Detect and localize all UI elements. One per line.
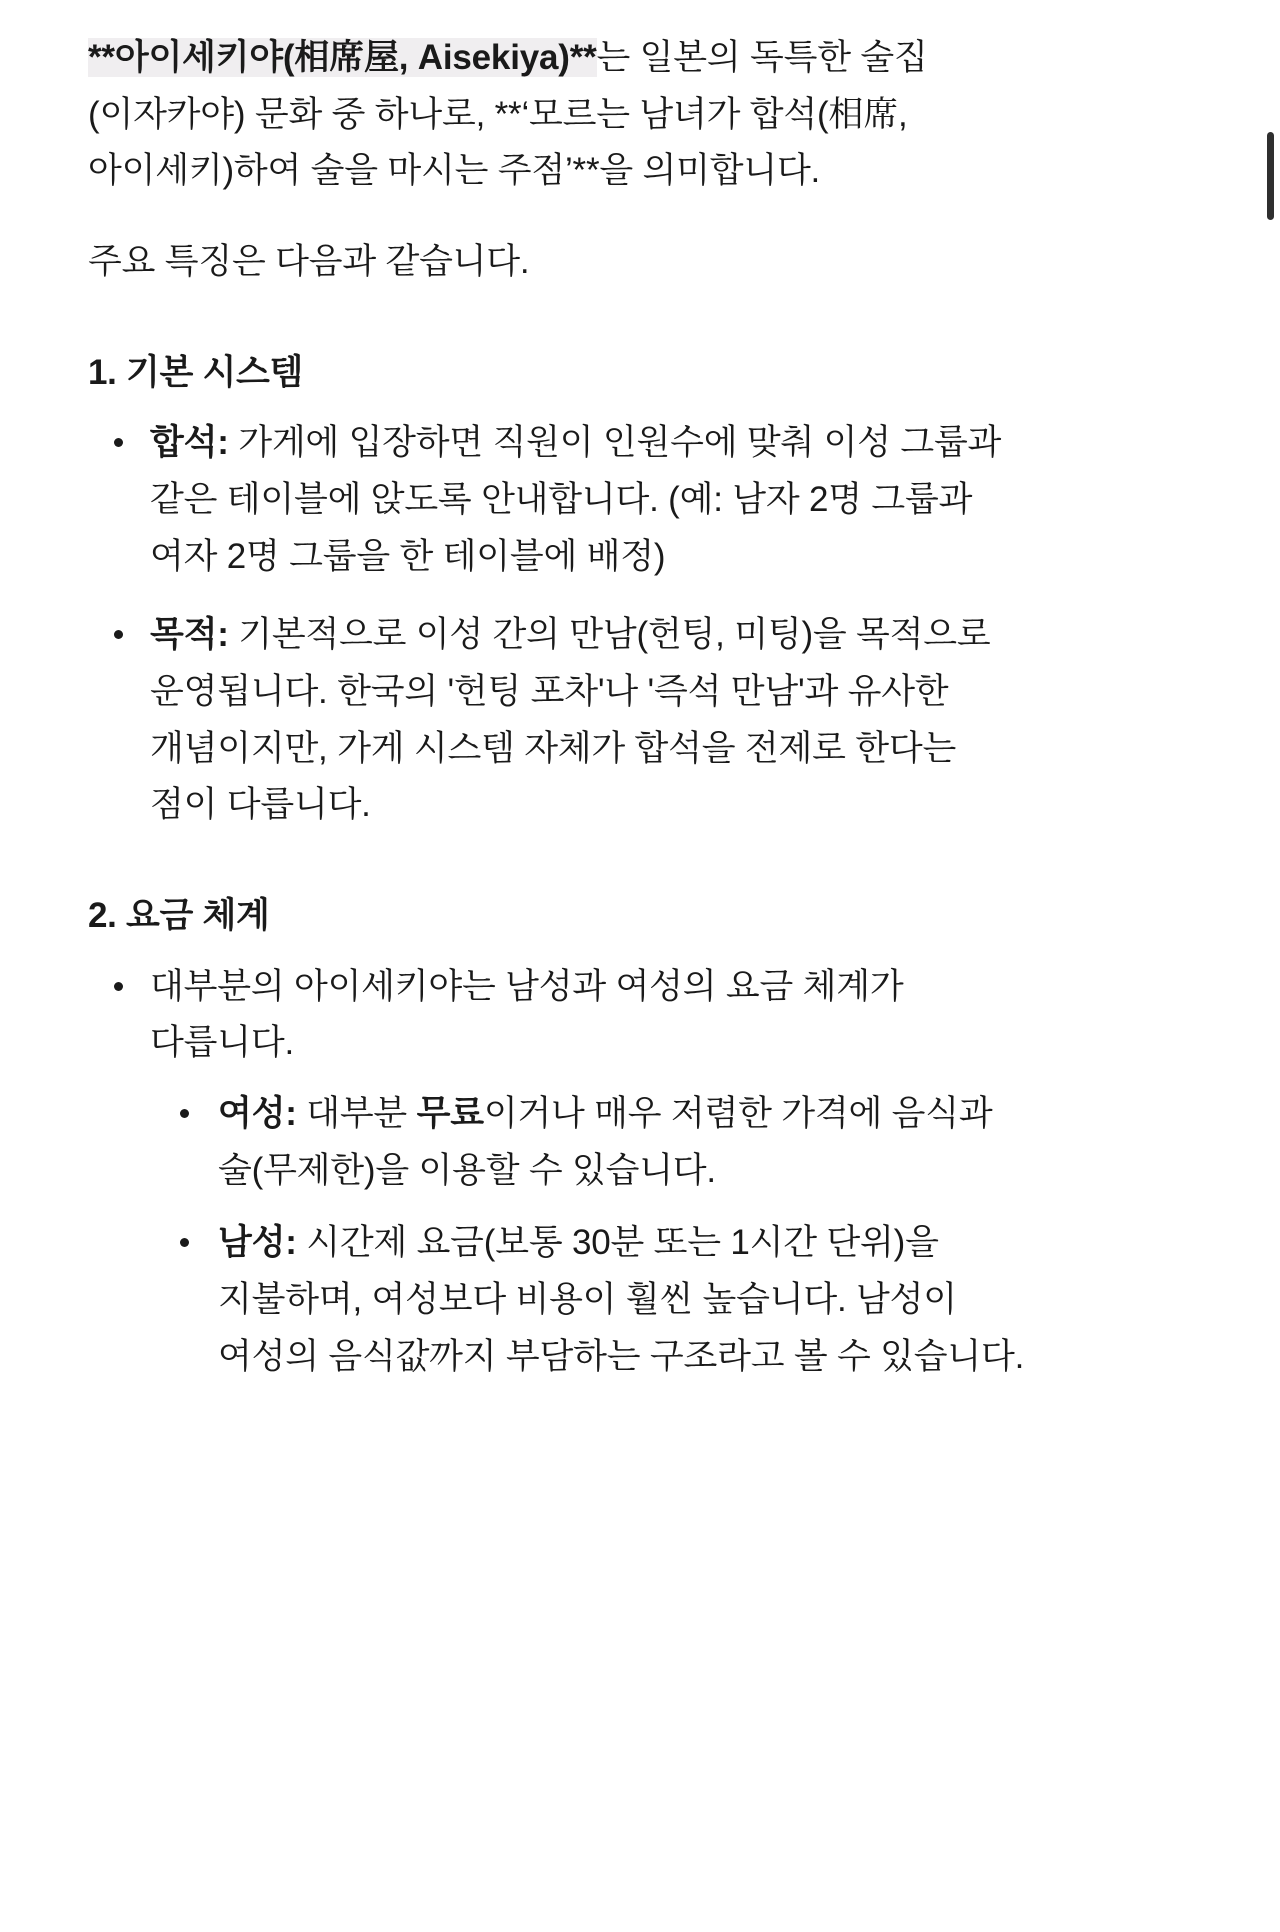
intro-paragraph — [88, 30, 1030, 200]
sub-item-text-after: 이거나 매우 저렴한 가격에 음식과 술(무제한)을 이용할 수 있습니다. — [218, 1093, 993, 1190]
sub-item-label: 여성: — [218, 1093, 297, 1133]
list-item-label: 목적: — [150, 615, 229, 655]
list-item-label: 합석: — [150, 423, 229, 463]
section-heading-1: 1. 기본 시스템 — [88, 352, 303, 392]
lead-paragraph: 주요 특징은 다음과 같습니다. — [88, 242, 530, 282]
sub-item-text-before: 대부분 — [296, 1093, 417, 1133]
list-item — [150, 1215, 1030, 1385]
section-2-sublist — [150, 1086, 1030, 1385]
intro-line2: 술집(이자카야) 문화 중 하나로, **‘모르는 남녀가 합석(相席, — [88, 38, 928, 134]
list-item — [150, 1086, 1030, 1199]
list-item — [88, 415, 1030, 585]
sub-item-label: 남성: — [218, 1223, 297, 1263]
section-1-list — [88, 415, 1030, 834]
intro-line1-rest: 는 일본의 독특한 — [596, 38, 851, 77]
list-item-text: 대부분의 아이세키야는 남성과 여성의 요금 체계가 다릅니다. — [150, 966, 904, 1063]
intro-line3: 아이세키)하여 술을 마시는 주점’**을 의미합니다. — [88, 151, 821, 191]
sub-item-emphasis: 무료 — [416, 1093, 484, 1133]
list-item-text: 가게에 입장하면 직원이 인원수에 맞춰 이성 그룹과 같은 테이블에 앉도록 안내합니다. (예: 남자 2명 그룹과 여자 2명 그룹을 한 테이블에 배정) — [150, 423, 1002, 576]
list-item — [88, 607, 1030, 834]
section-2-list — [88, 959, 1030, 1386]
section-heading-2: 2. 요금 체계 — [88, 896, 270, 936]
vertical-scrollbar-thumb[interactable] — [1267, 132, 1274, 220]
vertical-scrollbar-track[interactable] — [1258, 0, 1280, 1932]
list-item-text: 기본적으로 이성 간의 만남(헌팅, 미팅)을 목적으로 운영됩니다. 한국의 '헌팅 포차'나 '즉석 만남'과 유사한 개념이지만, 가게 시스템 자체가 합석을 전제로 한다는 점이 다릅니다. — [150, 615, 991, 825]
sub-item-text-before: 시간제 요금(보통 30분 또는 1시간 단위)을 지불하며, 여성보다 비용이 훨씬 높습니다. 남성이 여성의 음식값까지 부담하는 구조라고 볼 수 있습니다. — [218, 1223, 1025, 1376]
list-item — [88, 959, 1030, 1386]
intro-term: **아이세키야(相席屋, Aisekiya)** — [88, 38, 597, 77]
